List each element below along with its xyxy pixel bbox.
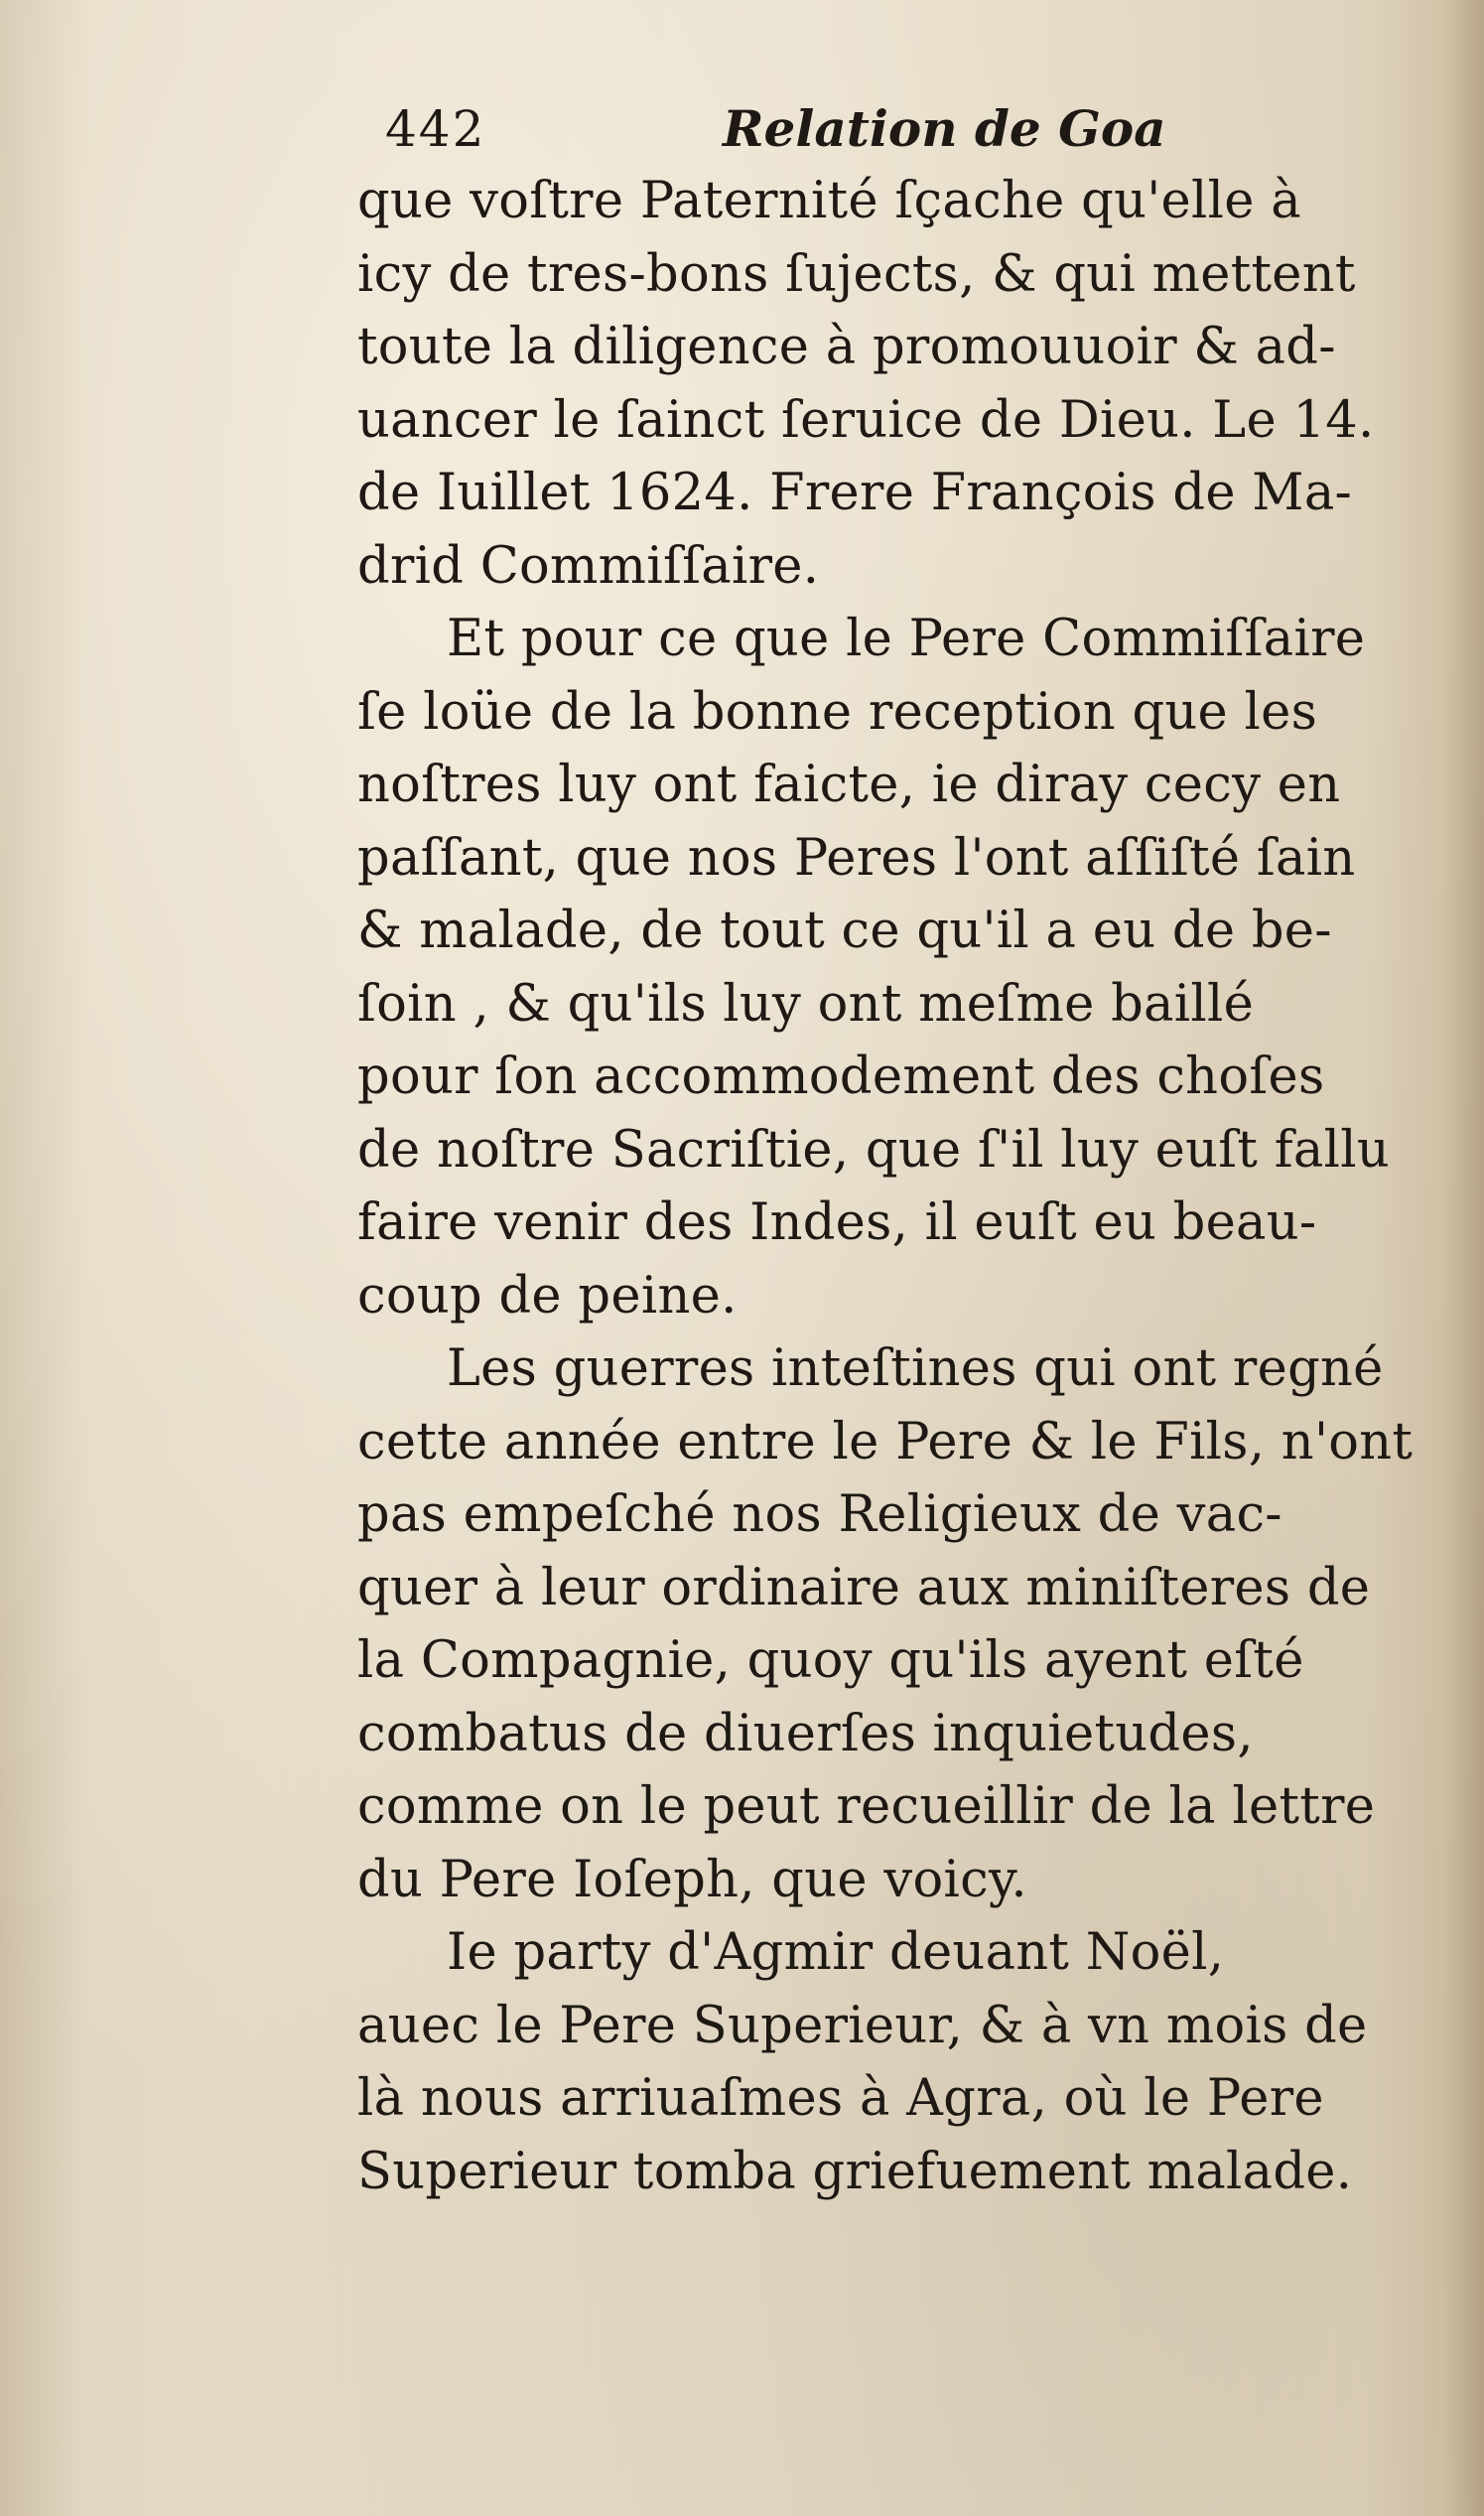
text-line: paſſant, que nos Peres l'ont aſſiſté ſain [357,828,1356,888]
running-title: Relation de Goa [723,99,1166,158]
text-line: que voſtre Paternité ſçache qu'elle à [357,172,1301,230]
text-line: coup de peine. [357,1266,738,1326]
text-line: & malade, de tout ce qu'il a eu de be- [357,902,1332,960]
page-number: 442 [385,100,486,158]
paragraph-start-line: Et pour ce que le Pere Commiſſaire [447,610,1366,668]
text-line: ſe loüe de la bonne reception que les [357,682,1318,742]
text-line: combatus de diuerſes inquietudes, [357,1704,1254,1763]
text-line: quer à leur ordinaire aux miniſteres de [357,1558,1371,1617]
text-line: uancer le ſainct ſeruice de Dieu. Le 14. [357,390,1375,450]
text-line: icy de tres-bons ſujects, & qui mettent [357,244,1356,304]
text-line: toute la diligence à promouuoir & ad- [357,318,1336,376]
text-line: ſoin , & qu'ils luy ont meſme baillé [357,974,1255,1034]
text-line: faire venir des Indes, il euſt eu beau- [357,1193,1317,1252]
text-line: pour ſon accommodement des choſes [357,1048,1325,1106]
paragraph-start-line: Ie party d'Agmir deuant Noël, [447,1923,1225,1982]
text-line: de noſtre Sacriſtie, que ſ'il luy euſt fallu [357,1120,1390,1180]
text-line: drid Commiſſaire. [357,536,820,596]
text-line: la Compagnie, quoy qu'ils ayent eſté [357,1631,1304,1690]
paragraph-start-line: Les guerres inteſtines qui ont regné [447,1339,1384,1398]
text-line: du Pere Ioſeph, que voicy. [357,1850,1027,1909]
body-text [357,165,1449,2208]
binding-shadow [1444,0,1484,2516]
text-line: comme on le peut recueillir de la lettre [357,1777,1376,1836]
text-line: Superieur tomba griefuement malade. [357,2142,1353,2201]
text-line: cette année entre le Pere & le Fils, n'ont [357,1412,1414,1471]
page-header [385,94,1427,164]
text-line: noſtres luy ont faicte, ie diray cecy en [357,756,1341,814]
text-line: pas empeſché nos Religieux de vac- [357,1485,1282,1544]
text-line: là nous arriuaſmes à Agra, où le Pere [357,2069,1324,2128]
text-line: de Iuillet 1624. Frere François de Ma- [357,464,1353,522]
text-line: auec le Pere Superieur, & à vn mois de [357,1996,1368,2055]
